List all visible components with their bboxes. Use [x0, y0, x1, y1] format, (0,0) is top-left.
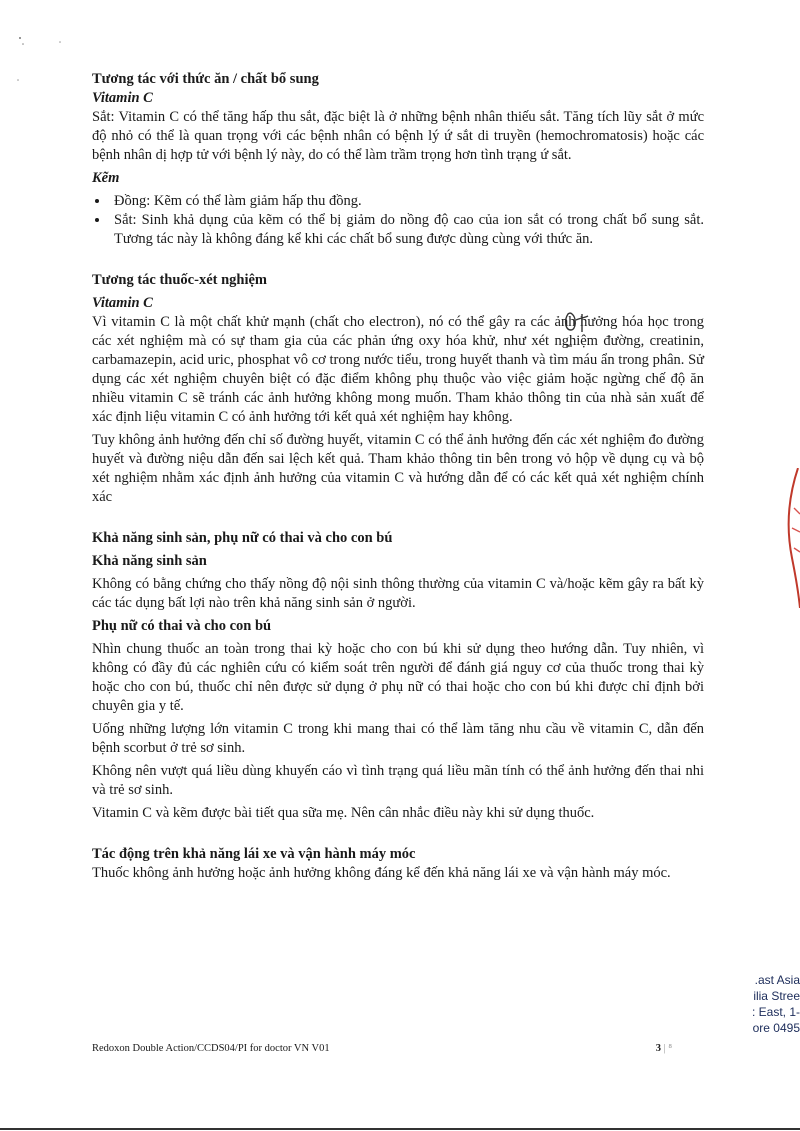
- red-seal-edge: [782, 468, 800, 613]
- page-separator: | ⁸: [663, 1043, 672, 1054]
- lab-test-interaction-section: [92, 271, 704, 507]
- paragraph: Không có bằng chứng cho thấy nồng độ nội sinh thông thường của vitamin C và/hoặc kẽm gây ra bất kỳ các tác dụng bất lợi nào trên khả năng sinh sản ở người.: [92, 576, 704, 611]
- page-footer: [92, 1043, 672, 1054]
- list-item: • Sắt: Sinh khả dụng của kẽm có thể bị giảm do nồng độ cao của ion sắt có trong chất bổ sung sắt. Tương tác này là không đáng kể khi các chất bổ sung được dùng cùng với thức ăn.: [110, 211, 704, 249]
- paragraph: Không nên vượt quá liều dùng khuyến cáo vì tình trạng quá liều mãn tính có thể ảnh hưởng đến thai nhi và trẻ sơ sinh.: [92, 763, 704, 798]
- stamp-line: : East, 1-: [751, 1005, 800, 1019]
- company-stamp: [744, 972, 800, 1036]
- driving-section: [92, 845, 704, 883]
- paragraph: Thuốc không ảnh hưởng hoặc ảnh hưởng không đáng kể đến khả năng lái xe và vận hành máy móc.: [92, 865, 671, 881]
- fertility-pregnancy-section: [92, 529, 704, 823]
- stamp-line: ore 0495: [752, 1021, 800, 1035]
- subheading-vitamin-c: Vitamin C: [92, 295, 153, 311]
- page-number-group: [656, 1043, 672, 1054]
- zinc-bullet-list: [92, 192, 704, 249]
- stamp-line: ilia Stree: [753, 989, 800, 1003]
- paragraph: Vitamin C và kẽm được bài tiết qua sữa mẹ. Nên cân nhắc điều này khi sử dụng thuốc.: [92, 805, 595, 821]
- paragraph: Uống những lượng lớn vitamin C trong khi mang thai có thể làm tăng nhu cầu về vitamin C, dẫn đến bệnh scorbut ở trẻ sơ sinh.: [92, 721, 704, 756]
- page-number: 3: [655, 1043, 661, 1054]
- paragraph: Vì vitamin C là một chất khử mạnh (chất cho electron), nó có thể gây ra các ảnh hưởng hóa học trong các xét nghiệm mà có sự tham gia của các phản ứng oxy hóa khử, như xét nghiệm đường, creatinin, carbamazepin, acid uric, phosphat vô cơ trong nước tiểu, trong huyết thanh và tìm máu ẩn trong phân. Sử dụng các xét nghiệm chuyên biệt có đặc điểm không phụ thuộc vào việc giảm hoặc ngừng chế độ ăn nhiều vitamin C sẽ tránh các ảnh hưởng không mong muốn. Tham khảo thông tin của nhà sản xuất để xác định liệu vitamin C có ảnh hưởng tới kết quả xét nghiệm hay không.: [92, 314, 704, 425]
- subheading-vitamin-c: Vitamin C: [92, 90, 153, 106]
- section-title: Tương tác thuốc-xét nghiệm: [92, 272, 268, 288]
- section-title: Khả năng sinh sản, phụ nữ có thai và cho con bú: [92, 530, 393, 546]
- handwritten-initials: [562, 306, 596, 355]
- stamp-line: .ast Asia: [754, 973, 800, 987]
- food-interaction-section: [92, 70, 704, 249]
- paragraph: Sắt: Vitamin C có thể tăng hấp thu sắt, đặc biệt là ở những bệnh nhân thiếu sắt. Tăng tích lũy sắt ở mức độ nhỏ có thể là quan trọng với các bệnh nhân có bệnh lý ứ sắt di truyền (hemochromatosis) hoặc các bệnh nhân dị hợp tử với bệnh lý này, do có thể làm trầm trọng hơn tình trạng ứ sắt.: [92, 109, 704, 163]
- document-page: [92, 70, 704, 883]
- section-title: Tác động trên khả năng lái xe và vận hành máy móc: [92, 846, 416, 862]
- subheading-fertility: Khả năng sinh sản: [92, 553, 207, 569]
- document-id: Redoxon Double Action/CCDS04/PI for doctor VN V01: [92, 1043, 330, 1054]
- scan-specks: [14, 30, 74, 95]
- bottom-border: [0, 1128, 800, 1130]
- subheading-zinc: Kẽm: [92, 170, 120, 186]
- list-item: • Đồng: Kẽm có thể làm giảm hấp thu đồng.: [110, 192, 704, 211]
- paragraph: Nhìn chung thuốc an toàn trong thai kỳ hoặc cho con bú khi sử dụng theo hướng dẫn. Tuy nhiên, vì không có đầy đủ các nghiên cứu có kiểm soát trên người để đánh giá nguy cơ của thuốc trong thai kỳ hoặc cho con bú, thuốc chỉ nên được sử dụng ở phụ nữ có thai hoặc cho con bú khi được chỉ định bởi chuyên gia y tế.: [92, 641, 704, 714]
- subheading-pregnancy: Phụ nữ có thai và cho con bú: [92, 618, 272, 634]
- paragraph: Tuy không ảnh hưởng đến chỉ số đường huyết, vitamin C có thể ảnh hưởng đến các xét nghiệm đo đường huyết và đường niệu dẫn đến sai lệch kết quả. Tham khảo thông tin bên trong vỏ hộp về dụng cụ và bộ xét nghiệm nhằm xác định ảnh hưởng của vitamin C và hướng dẫn để có các kết quả xét nghiệm chính xác: [92, 432, 704, 505]
- section-title: Tương tác với thức ăn / chất bổ sung: [92, 71, 319, 87]
